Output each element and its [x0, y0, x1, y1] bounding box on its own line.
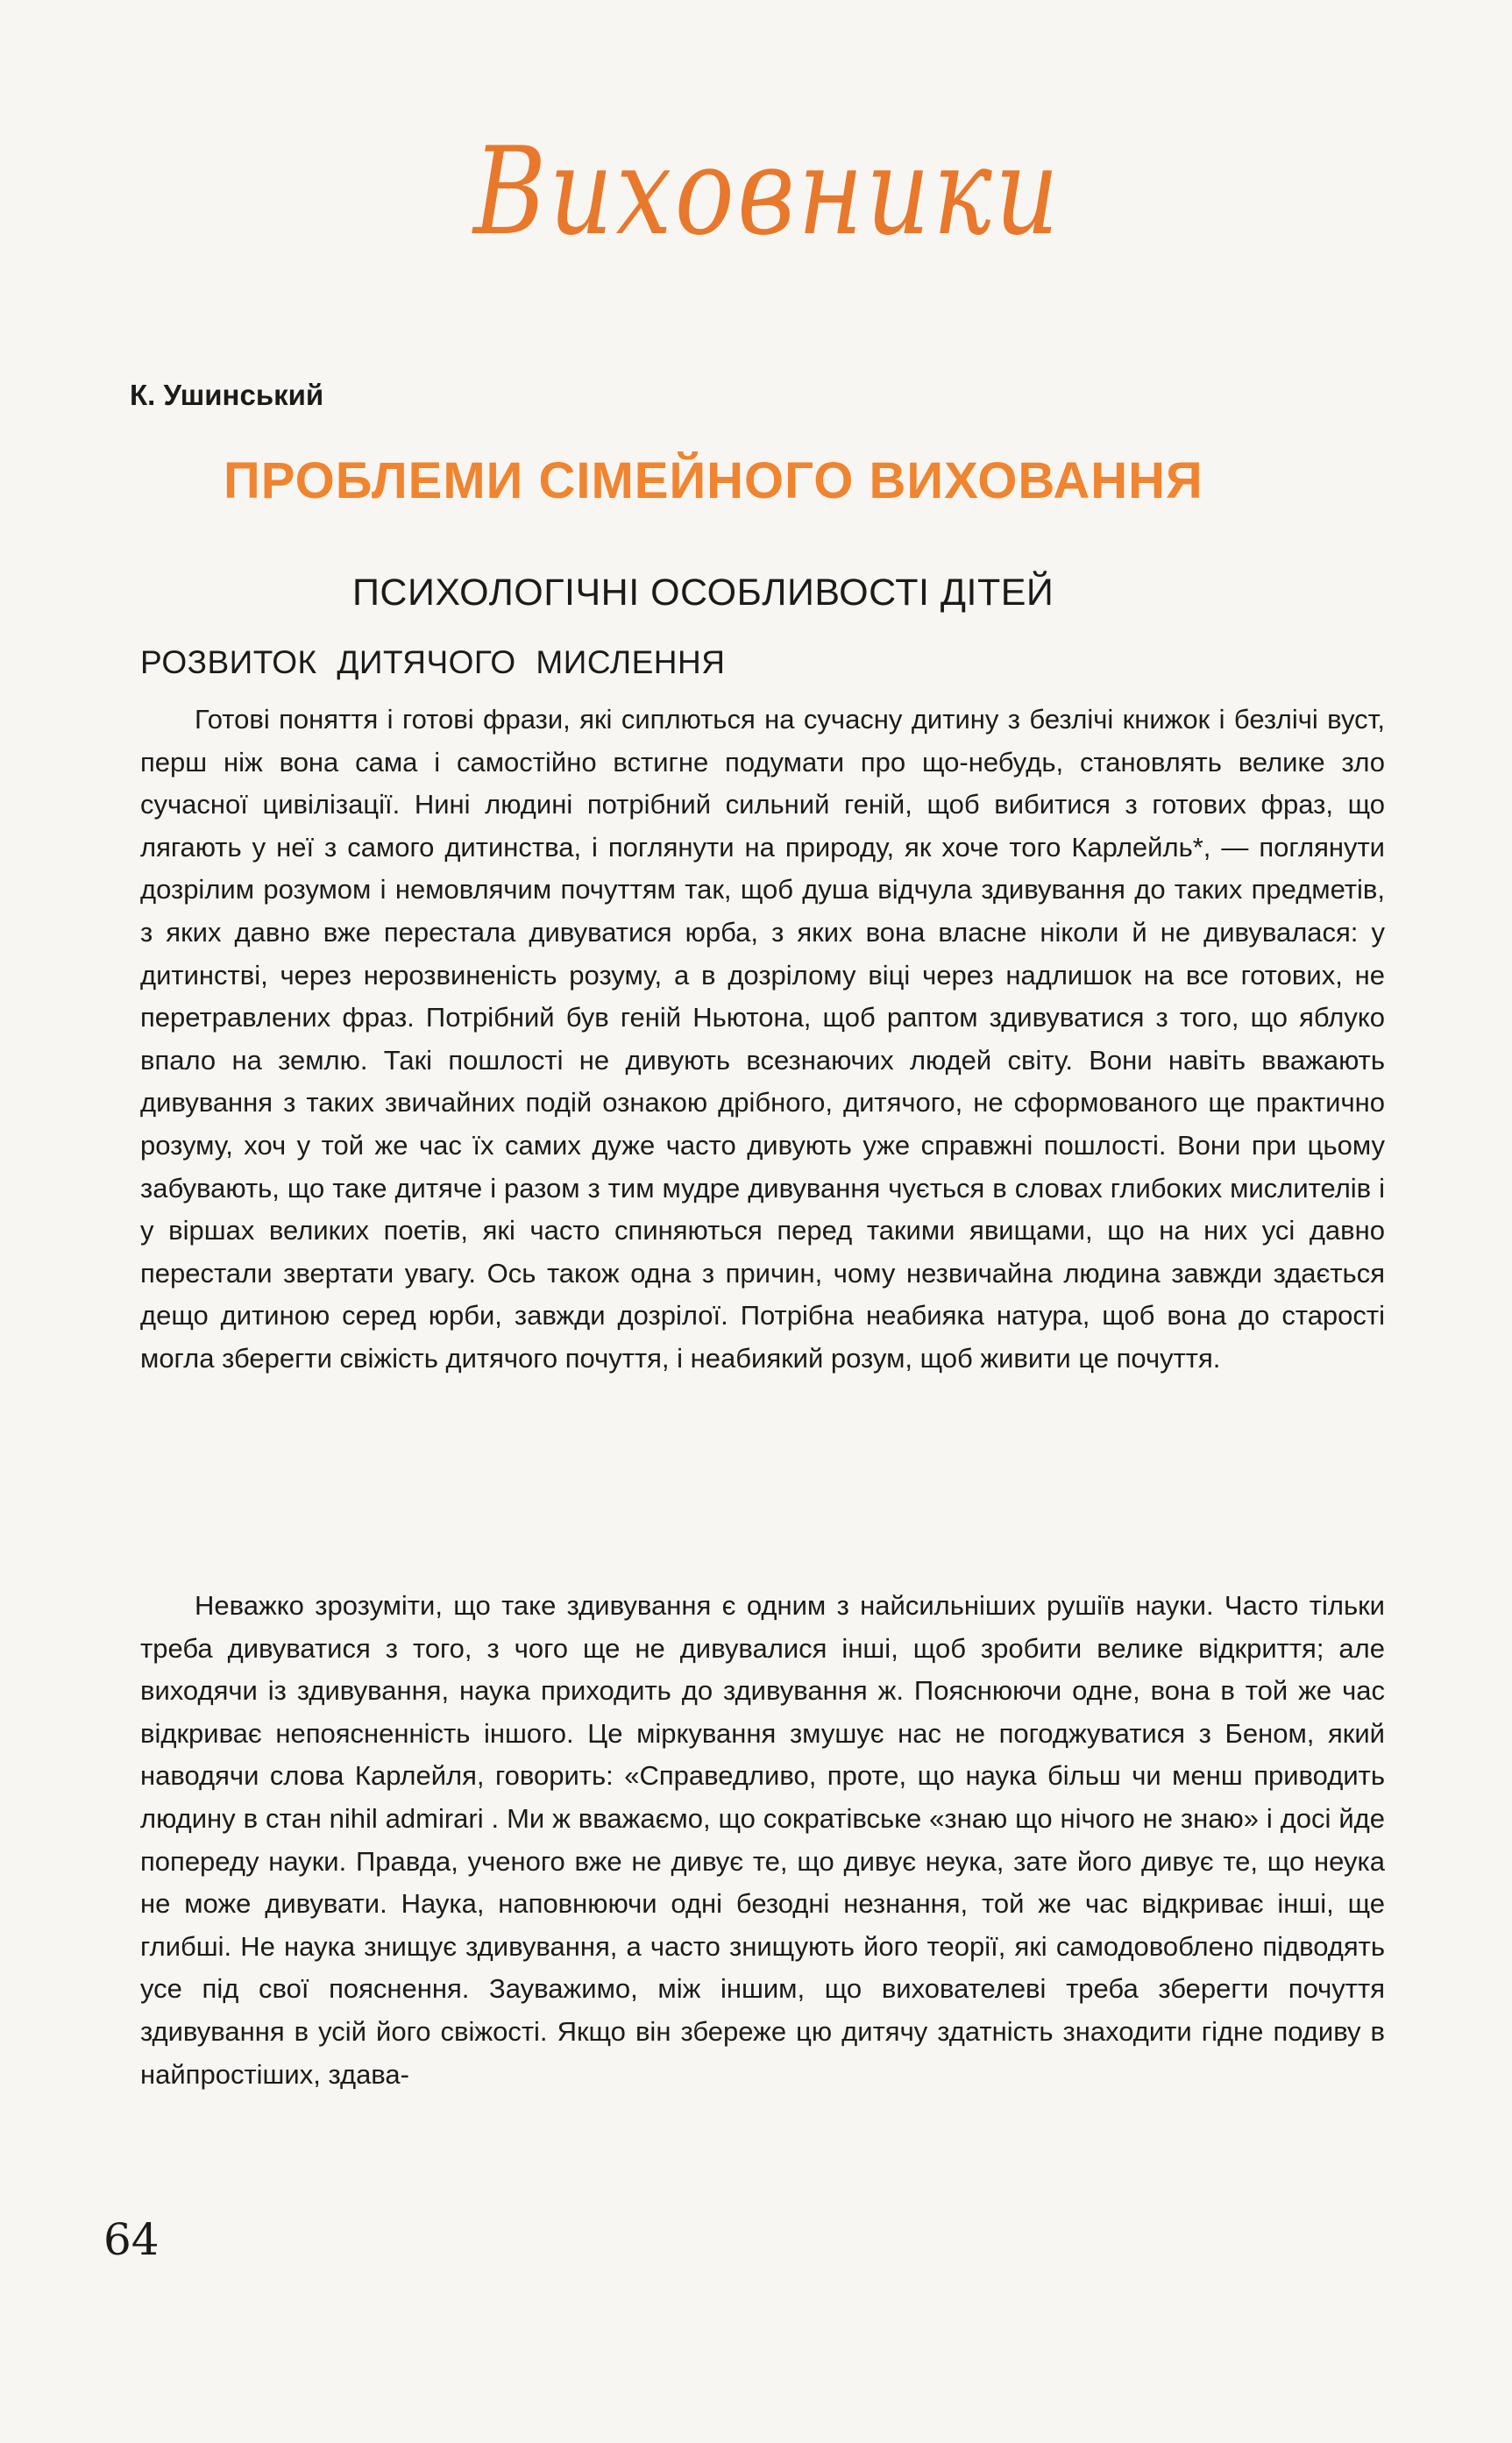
page-number: 64: [103, 2214, 160, 2265]
paragraph-1: Готові поняття і готові фрази, які сиплються на сучасну дитину з безлічі книжок і безлічі вуст, перш ніж вона сама і самостійно встигне подумати про що-небудь, становлять велике зло сучасної цивілізації. Нині людині потрібний сильний геній, щоб вибитися з готових фраз, що лягають у неї з самого дитинства, і поглянути на природу, як хоче того Карлейль*, — поглянути дозрілим розумом і немовлячим почуттям так, щоб душа відчула здивування до таких предметів, з яких давно вже перестала дивуватися юрба, з яких вона власне ніколи й не дивувалася: у дитинстві, через нерозвиненість розуму, а в дозрілому віці через надлишок на все готових, не перетравлених фраз. Потрібний був геній Ньютона, щоб раптом здивуватися з того, що яблуко впало на землю. Такі пошлості не дивують всезнаючих людей світу. Вони навіть вважають дивування з таких звичайних подій ознакою дрібного, дитячого, не сформованого ще практично розуму, хоч у той же час їх самих дуже часто дивують уже справжні пошлості. Вони при цьому забувають, що таке дитяче і разом з тим мудре дивування чується в словах глибоких мислителів і у віршах великих поетів, які часто спиняються перед такими явищами, що на них усі давно перестали звертати увагу. Ось також одна з причин, чому незвичайна людина завжди здається дещо дитиною серед юрби, завжди дозрілої. Потрібна неабияка натура, щоб вона до старості могла зберегти свіжість дитячого почуття, і неабиякий розум, щоб живити це почуття.: [140, 704, 1385, 1374]
paragraph-2: Неважко зрозуміти, що таке здивування є одним з найсильніших рушіїв науки. Часто тільки треба дивуватися з того, з чого ще не дивувалися інші, щоб зробити велике відкриття; але виходячи із здивування, наука приходить до здивування ж. Пояснюючи одне, вона в той же час відкриває непоясненність іншого. Це міркування змушує нас не погоджуватися з Беном, який наводячи слова Карлейля, говорить: «Справедливо, проте, що наука більш чи менш приводить людину в стан nihil admirari . Ми ж вважаємо, що сократівське «знаю що нічого не знаю» і досі йде попереду науки. Правда, ученого вже не дивує те, що дивує неука, зате його дивує те, що неука не може дивувати. Наука, наповнюючи одні безодні незнання, той же час відкриває інші, ще глибші. Не наука знищує здивування, а часто знищують його теорії, які самодовоблено підводять усе під свої пояснення. Зауважимо, між іншим, що вихователеві треба зберегти почуття здивування в усій його свіжості. Якщо він збереже цю дитячу здатність знаходити гідне подиву в найпростіших, здава-: [140, 1590, 1385, 2090]
chapter-subtitle: ПСИХОЛОГІЧНІ ОСОБЛИВОСТІ ДІТЕЙ: [352, 572, 1054, 614]
author: К. Ушинський: [130, 379, 324, 411]
section-title: Виховники: [473, 121, 1062, 262]
subsection-heading: РОЗВИТОК ДИТЯЧОГО МИСЛЕННЯ: [140, 644, 726, 680]
article-title: ПРОБЛЕМИ СІМЕЙНОГО ВИХОВАННЯ: [224, 452, 1203, 509]
